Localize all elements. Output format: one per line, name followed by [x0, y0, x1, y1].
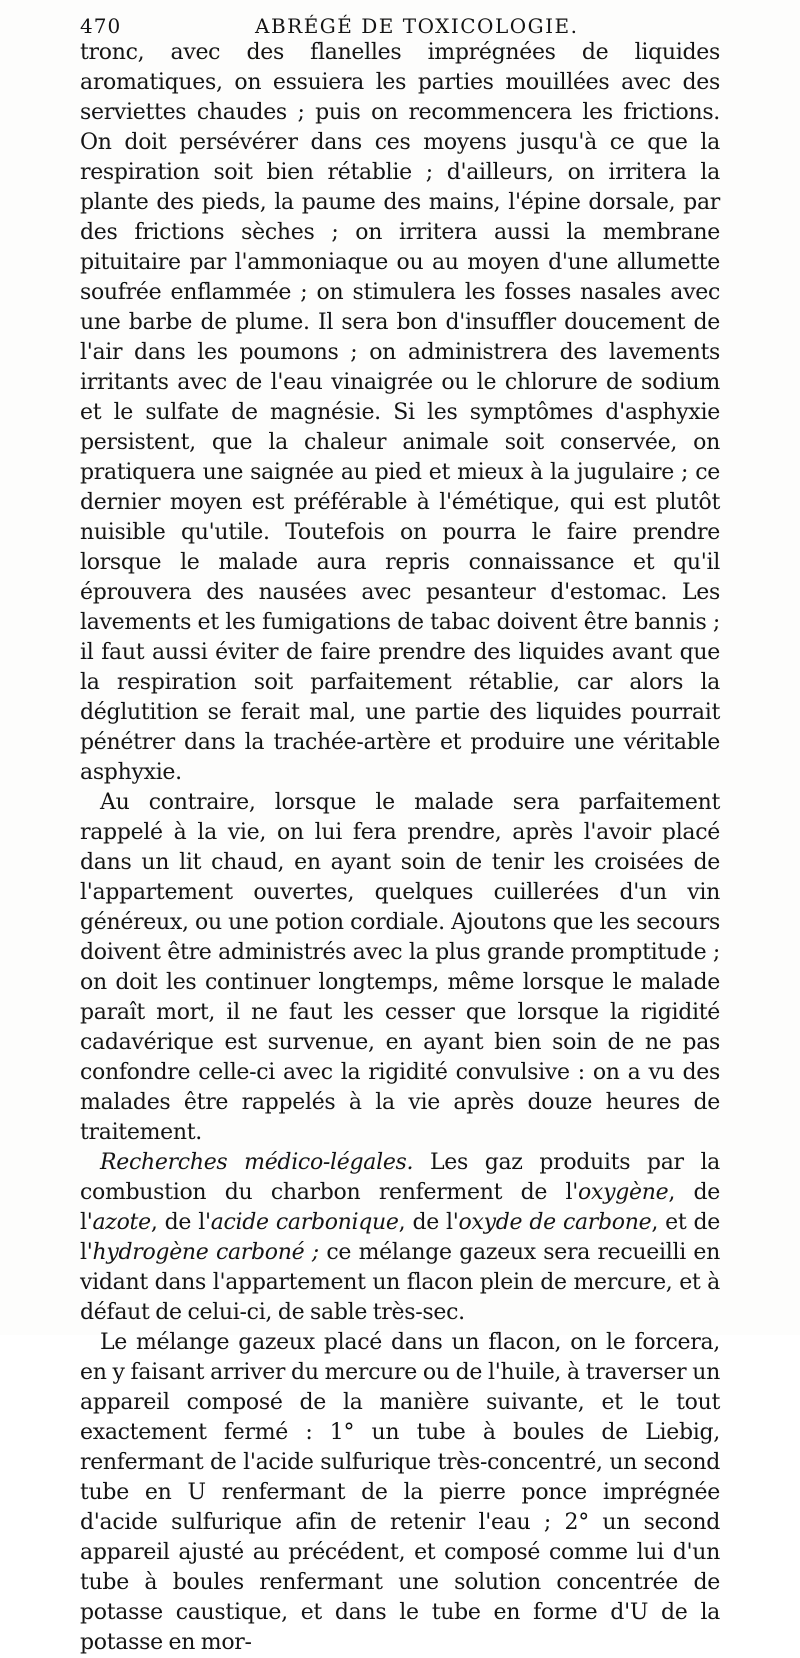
- text-run: , et de l': [80, 1210, 720, 1265]
- page-number: 470: [80, 14, 122, 38]
- text-run: , de l': [150, 1210, 211, 1235]
- paragraph-recovery-care: Au contraire, lorsque le malade sera parfaitement rappelé à la vie, on lui fera prendre, après l'avoir placé dans un lit chaud, en ayant soin de tenir les croisées de l'appartement ouvertes, quelques cuillerées d'un vin généreux, ou une potion cordiale. Ajoutons que les secours doivent être administrés avec la plus grande promptitude ; on doit les continuer longtemps, même lorsque le malade paraît mort, il ne faut les cesser que lorsque la rigidité cadavérique est survenue, en ayant bien soin de ne pas confondre celle-ci avec la rigidité convulsive : on a vu des malades être rappelés à la vie après douze heures de traitement.: [80, 790, 720, 1145]
- term-azote: azote: [92, 1210, 151, 1235]
- body-text: [80, 38, 720, 1658]
- text-run: , de l': [80, 1180, 720, 1235]
- text-run: Les gaz produits par la combustion du charbon renferment de l': [80, 1150, 720, 1205]
- term-oxyde-de-carbone: oxyde de carbone: [458, 1210, 652, 1235]
- paragraph-apparatus: Le mélange gazeux placé dans un flacon, on le forcera, en y faisant arriver du mercure ou de l'huile, à traverser un appareil composé de la manière suivante, et le tout exactement fermé : 1° un tube à boules de Liebig, renfermant de l'acide sulfurique très-concentré, un second tube en U renfermant de la pierre ponce imprégnée d'acide sulfurique afin de retenir l'eau ; 2° un second appareil ajusté au précédent, et composé comme lui d'un tube à boules renfermant une solution concentrée de potasse caustique, et dans le tube en forme d'U de la potasse en mor-: [80, 1330, 720, 1655]
- term-oxygene: oxygène: [578, 1180, 669, 1205]
- text-run: ce mélange gazeux sera recueilli en vidant dans l'appartement un flacon plein de mercure, et à défaut de celui-ci, de sable très-sec.: [80, 1240, 721, 1325]
- section-heading-recherches: Recherches médico-légales.: [100, 1150, 414, 1175]
- page-header: [80, 12, 720, 40]
- running-title: ABRÉGÉ DE TOXICOLOGIE.: [255, 14, 579, 38]
- paragraph-continuation: tronc, avec des flanelles imprégnées de liquides aromatiques, on essuiera les parties mouillées avec des serviettes chaudes ; puis on recommencera les frictions. On doit persévérer dans ces moyens jusqu'à ce que la respiration soit bien rétablie ; d'ailleurs, on irritera la plante des pieds, la paume des mains, l'épine dorsale, par des frictions sèches ; on irritera aussi la membrane pituitaire par l'ammoniaque ou au moyen d'une allumette soufrée enflammée ; on stimulera les fosses nasales avec une barbe de plume. Il sera bon d'insuffler doucement de l'air dans les poumons ; on administrera des lavements irritants avec de l'eau vinaigrée ou le chlorure de sodium et le sulfate de magnésie. Si les symptômes d'asphyxie persistent, que la chaleur animale soit conservée, on pratiquera une saignée au pied et mieux à la jugulaire ; ce dernier moyen est préférable à l'émétique, qui est plutôt nuisible qu'utile. Toutefois on pourra le faire prendre lorsque le malade aura repris connaissance et qu'il éprouvera des nausées avec pesanteur d'estomac. Les lavements et les fumigations de tabac doivent être bannis ; il faut aussi éviter de faire prendre des liquides avant que la respiration soit parfaitement rétablie, car alors la déglutition se ferait mal, une partie des liquides pourrait pénétrer dans la trachée-artère et produire une véritable asphyxie.: [80, 40, 720, 785]
- text-run: , de l': [398, 1210, 459, 1235]
- term-acide-carbonique: acide carbonique: [210, 1210, 399, 1235]
- paragraph-forensic-research: [80, 1148, 720, 1328]
- term-hydrogene-carbone: hydrogène carboné ;: [92, 1240, 319, 1265]
